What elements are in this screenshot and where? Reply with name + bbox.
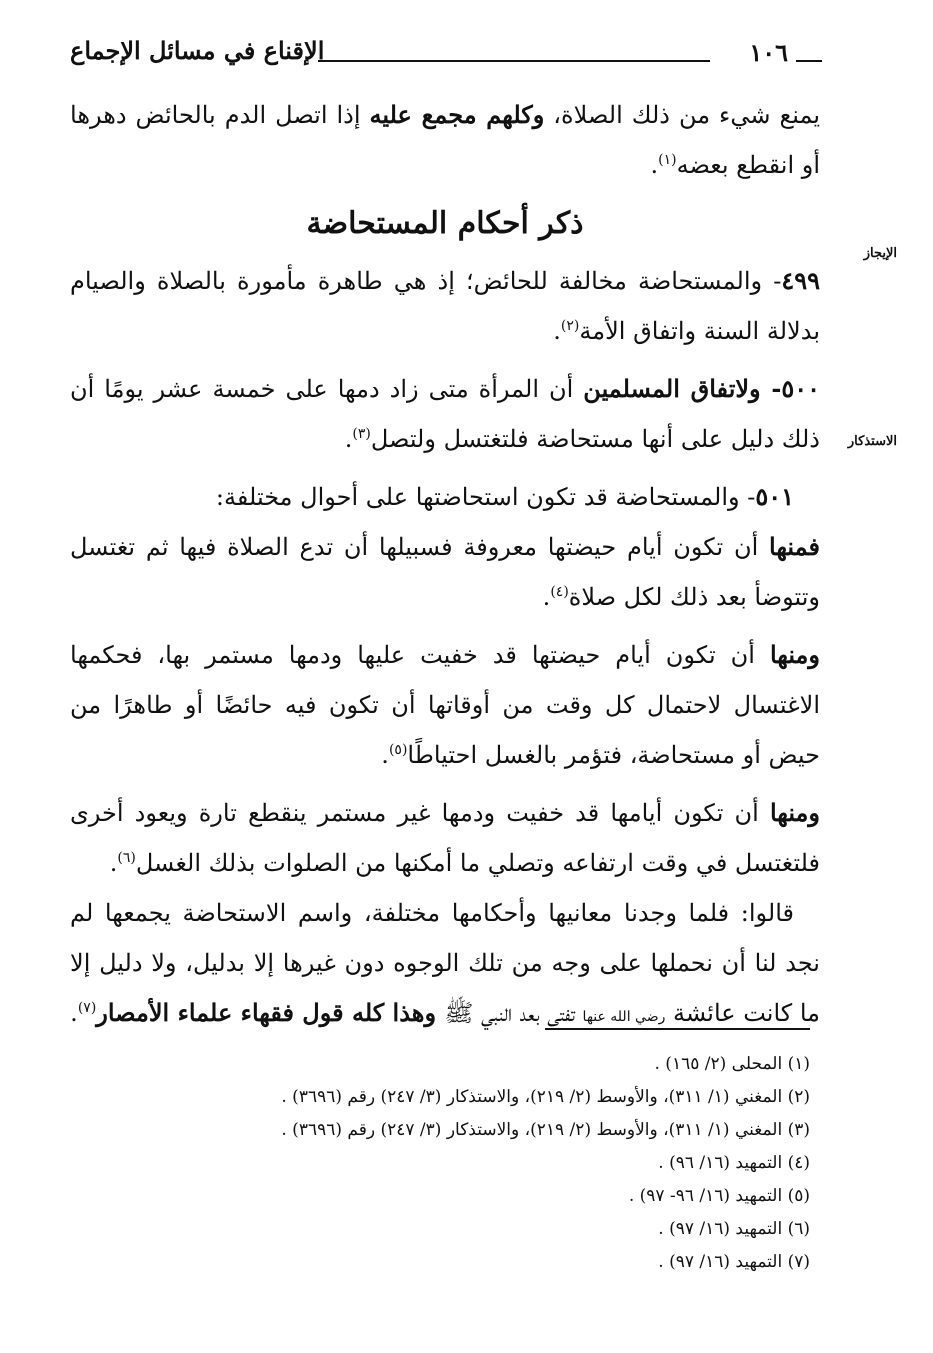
honorific-glyph: ﷺ bbox=[444, 999, 474, 1027]
text-run: أن تكون أيام حيضتها قد خفيت عليها ودمها مستمر بها، فحكمها الاغتسال لاحتمال كل وقت من أوقاتها أن تكون فيه حائضًا أو طاهرًا من حيض أو مستحاضة، فتؤمر بالغسل احتياطًا bbox=[70, 641, 820, 769]
section-heading: ذكر أحكام المستحاضة bbox=[306, 206, 584, 241]
footnote-ref: (٣) bbox=[352, 426, 371, 442]
text-run: أن تكون أيام حيضتها معروفة فسبيلها أن تدع الصلاة فيها ثم تغتسل وتتوضأ بعد ذلك لكل صلاة bbox=[70, 533, 820, 611]
text-run: . bbox=[650, 151, 659, 179]
bold-phrase: ومنها bbox=[769, 798, 820, 827]
footnote-ref: (١) bbox=[658, 152, 677, 168]
paragraph-499 bbox=[70, 256, 820, 356]
paragraph-case-2 bbox=[70, 630, 820, 780]
bold-phrase: - ولاتفاق المسلمين bbox=[583, 374, 782, 403]
text-run: أن تكون أيامها قد خفيت ودمها غير مستمر ينقطع تارة ويعود أخرى فلتغتسل في وقت ارتفاعه وتصلي ما أمكنها من الصلوات بذلك الغسل bbox=[70, 799, 820, 877]
running-header bbox=[70, 28, 822, 78]
footnote: (٣) المغني (١/ ٣١١)، والأوسط (٢/ ٢١٩)، والاستذكار (٣/ ٢٤٧) رقم (٣٦٩٦) . bbox=[281, 1120, 810, 1140]
paragraph-number: ٤٩٩ bbox=[781, 266, 820, 295]
footnote: (١) المحلى (٢/ ١٦٥) . bbox=[654, 1054, 810, 1074]
footnote-ref: (٧) bbox=[77, 1000, 97, 1016]
footnote: (٦) التمهيد (١٦/ ٩٧) . bbox=[658, 1219, 810, 1239]
text-run: . bbox=[70, 999, 78, 1027]
text-run: أن المرأة متى زاد دمها على خمسة عشر يومًا أن ذلك دليل على أنها مستحاضة فلتغتسل ولتصل bbox=[70, 375, 820, 453]
footnotes bbox=[120, 1048, 810, 1279]
header-dash bbox=[796, 60, 822, 62]
footnote-ref: (٥) bbox=[388, 742, 408, 758]
book-title: الإقناع في مسائل الإجماع bbox=[70, 36, 325, 65]
footnote-ref: (٤) bbox=[550, 584, 569, 600]
header-rule bbox=[318, 60, 710, 62]
footnote-ref: (٦) bbox=[117, 850, 136, 866]
paragraph-case-1 bbox=[70, 522, 820, 622]
footnote-separator bbox=[545, 1028, 810, 1030]
footnote: (٥) التمهيد (١٦/ ٩٦- ٩٧) . bbox=[628, 1186, 810, 1206]
bold-phrase: وكلهم مجمع عليه bbox=[369, 100, 545, 129]
main-text bbox=[70, 90, 820, 1042]
text-run: قالوا: فلما وجدنا معانيها وأحكامها مختلفة، واسم الاستحاضة يجمعها لم نجد لنا أن نحملها على وجه من تلك الوجوه دون غيرها إلا بدليل، ولا دليل إلا ما كانت عائشة bbox=[70, 899, 820, 1027]
text-run: . bbox=[344, 425, 353, 453]
honorific-glyph: رضي الله عنها bbox=[582, 1009, 666, 1025]
margin-note-istidhkar: الاستذكار bbox=[847, 434, 897, 449]
paragraph-number: ٥٠١ bbox=[755, 482, 794, 511]
bold-phrase: وهذا كله قول فقهاء علماء الأمصار bbox=[96, 998, 445, 1027]
text-run: إذا اتصل الدم بالحائض دهرها أو انقطع بعضه bbox=[70, 101, 820, 179]
text-run: - والمستحاضة قد تكون استحاضتها على أحوال مختلفة: bbox=[215, 483, 756, 511]
text-run: - والمستحاضة مخالفة للحائض؛ إذ هي طاهرة مأمورة بالصلاة والصيام بدلالة السنة واتفاق الأمة bbox=[70, 267, 820, 345]
paragraph-501 bbox=[70, 472, 820, 522]
paragraph-case-3 bbox=[70, 788, 820, 888]
margin-note-ijaz: الإيجاز bbox=[863, 246, 897, 261]
paragraph-500 bbox=[70, 364, 820, 464]
text-run: . bbox=[553, 317, 561, 345]
page-number: ١٠٦ bbox=[749, 38, 788, 67]
footnote-ref: (٢) bbox=[560, 318, 580, 334]
paragraph-qalu bbox=[70, 888, 820, 1042]
text-run: يمنع شيء من ذلك الصلاة، bbox=[544, 101, 821, 129]
footnote: (٢) المغني (١/ ٣١١)، والأوسط (٢/ ٢١٩)، والاستذكار (٣/ ٢٤٧) رقم (٣٦٩٦) . bbox=[281, 1087, 810, 1107]
footnote: (٤) التمهيد (١٦/ ٩٦) . bbox=[658, 1153, 810, 1173]
footnote: (٧) التمهيد (١٦/ ٩٧) . bbox=[658, 1252, 810, 1272]
bold-phrase: فمنها bbox=[769, 532, 820, 561]
paragraph-number: ٥٠٠ bbox=[781, 374, 820, 403]
text-run: . bbox=[381, 741, 389, 769]
text-run: تفتي بعد النبي bbox=[473, 999, 583, 1027]
paragraph-continuation bbox=[70, 90, 820, 190]
text-run: . bbox=[109, 849, 118, 877]
bold-phrase: ومنها bbox=[769, 640, 820, 669]
text-run: . bbox=[542, 583, 551, 611]
